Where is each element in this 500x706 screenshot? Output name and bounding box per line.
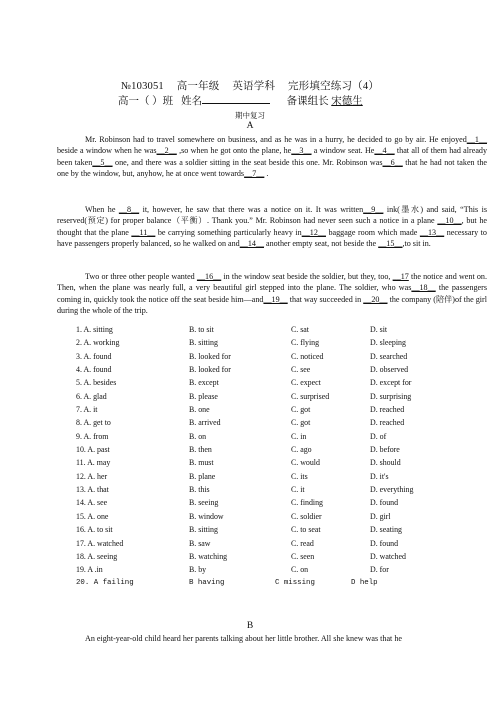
passage-text: that way succeeded in: [287, 294, 364, 304]
option-choice: D. seating: [370, 525, 402, 535]
option-choice: B. by: [189, 565, 207, 575]
passage-text: that he had not taken the one by the window, but, anyhow, he at once went towards: [57, 157, 487, 179]
option-choice: B. must: [189, 458, 214, 468]
section-b-label: B: [246, 621, 254, 631]
option-choice: 15. A. one: [76, 511, 109, 521]
section-a-label: A: [246, 121, 254, 131]
passage-text: it, however, he saw that there was a notice on it. It was written: [139, 205, 364, 214]
option-choice: D. except for: [370, 378, 412, 388]
option-choice: B. except: [189, 378, 219, 388]
name-blank: [202, 94, 270, 104]
name-label: 姓名: [181, 96, 202, 107]
passage-text: the passengers coming in, quickly took the notice off the seat beside him—and: [57, 283, 487, 304]
option-choice: B. on: [189, 431, 207, 441]
option-choice: C. got: [291, 405, 311, 415]
passage-text: baggage room which made: [325, 227, 420, 237]
option-choice: B. arrived: [189, 418, 221, 428]
option-choice: C. in: [291, 431, 307, 441]
option-choice: D. observed: [370, 365, 409, 375]
section-a-paragraph-2: [57, 204, 487, 250]
option-choice: 1. A. sitting: [76, 325, 113, 334]
subject-label: 英语学科: [232, 81, 276, 92]
passage-text: ink(墨水) and said, “This is reserved(预定) for proper balance（平衡）. Thank you.” Mr. Robinson had never seen such a notice in a plane: [57, 205, 487, 226]
option-choice: 18. A. seeing: [76, 551, 118, 561]
option-choice: D. found: [370, 498, 399, 508]
option-choice: B. plane: [189, 471, 216, 481]
blank-marker: __7__: [244, 169, 265, 179]
option-choice: 20. A failing: [76, 578, 134, 587]
passage-text: be carrying something particularly heavy in: [155, 227, 302, 237]
option-choice: C. see: [291, 365, 311, 375]
option-choice: B. looked for: [189, 365, 231, 375]
option-choice: D. should: [370, 458, 401, 468]
option-choice: D. searched: [370, 351, 408, 361]
blank-marker: __15__: [378, 239, 403, 249]
option-choice: D. reached: [370, 418, 405, 428]
option-choice: 6. A. glad: [76, 391, 107, 401]
passage-text: .: [264, 169, 269, 179]
option-choice: C. it: [291, 485, 305, 495]
blank-marker: __11__: [131, 227, 156, 237]
option-choice: C. got: [291, 418, 311, 428]
option-choice: C. finding: [291, 498, 324, 508]
option-choice: C. flying: [291, 338, 320, 348]
option-choice: 7. A. it: [76, 405, 98, 415]
blank-marker: __18__: [411, 283, 436, 293]
option-choice: B. then: [189, 445, 212, 455]
passage-text: the company (陪伴)of the girl during the whole of the trip.: [57, 294, 487, 316]
option-choice: 2. A. working: [76, 338, 120, 348]
option-choice: 4. A. found: [76, 365, 112, 375]
option-choice: B. seeing: [189, 498, 219, 508]
option-choice: B. looked for: [189, 351, 231, 361]
option-choice: D. watched: [370, 551, 406, 561]
passage-text: necessary to have passengers properly balanced, so he walked on and: [57, 227, 487, 249]
passage-text: another empty seat, not beside the: [264, 239, 379, 249]
worksheet-header: [0, 78, 500, 93]
option-choice: D. girl: [370, 511, 391, 521]
option-choice: 19. A .in: [76, 565, 103, 575]
option-choice: B having: [189, 578, 225, 587]
option-choice: D. surprising: [370, 391, 412, 401]
option-choice: D. of: [370, 431, 387, 441]
class-label: 高一（ ）班: [118, 96, 174, 107]
blank-marker: __6__: [382, 157, 403, 167]
option-choice: D. it's: [370, 471, 389, 481]
passage-text: a window seat. He: [311, 146, 375, 156]
blank-marker: __9__: [363, 205, 384, 214]
option-choice: B. this: [189, 485, 210, 495]
blank-marker: __5__: [92, 157, 113, 167]
subtitle: 期中复习: [235, 111, 265, 120]
option-choice: B. one: [189, 405, 210, 415]
blank-marker: __1__: [466, 135, 487, 144]
option-choice: B. sitting: [189, 525, 218, 535]
option-choice: 9. A. from: [76, 431, 109, 441]
passage-text: one, and there was a soldier sitting in the seat beside this one. Mr. Robinson was: [112, 157, 383, 167]
blank-marker: __14__: [239, 239, 264, 249]
passage-text: ,to sit in.: [402, 239, 431, 249]
option-choice: C. surprised: [291, 391, 330, 401]
passage-text: When he: [85, 205, 119, 214]
blank-marker: __13__: [419, 227, 445, 237]
leader-label: 备课组长: [286, 96, 329, 107]
passage-text: , but he thought that the plane: [57, 216, 487, 237]
option-choice: C. read: [291, 538, 314, 548]
option-choice: B. watching: [189, 551, 228, 561]
option-choice: C. would: [291, 458, 320, 468]
option-choice: C. expect: [291, 378, 321, 388]
option-choice: D. before: [370, 445, 400, 455]
blank-marker: __2__: [156, 146, 177, 156]
option-choice: B. window: [189, 511, 224, 521]
option-choice: C. sat: [291, 325, 309, 334]
section-a-paragraph-1: [57, 134, 487, 180]
blank-marker: __10__: [437, 216, 462, 226]
option-choice: C. seen: [291, 551, 315, 561]
option-choice: D. for: [370, 565, 389, 575]
option-choice: D. sit: [370, 325, 388, 334]
option-choice: 8. A. get to: [76, 418, 111, 428]
blank-marker: __20__: [363, 294, 388, 304]
option-choice: 12. A. her: [76, 471, 108, 481]
blank-marker: __3__: [291, 146, 312, 156]
passage-text: the notice and went on. Then, when the plane was nearly full, a very beautiful girl stepped into the plane. The soldier, who was: [57, 272, 487, 293]
option-choice: C. noticed: [291, 351, 324, 361]
option-choice: 5. A. besides: [76, 378, 117, 388]
option-choice: 3. A. found: [76, 351, 112, 361]
option-choice: C. its: [291, 471, 308, 481]
passage-text: in the window seat beside the soldier, but they, too,: [221, 272, 393, 281]
option-choice: C. on: [291, 565, 309, 575]
passage-text: ,so when he got onto the plane, he: [176, 146, 292, 156]
option-choice: D. reached: [370, 405, 405, 415]
option-choice: 17. A. watched: [76, 538, 124, 548]
option-choice: B. to sit: [189, 325, 214, 334]
section-b-paragraph-1: An eight-year-old child heard her parents talking about her little brother. All she knew was that he: [85, 634, 402, 643]
passage-text: Mr. Robinson had to travel somewhere on business, and as he was in a hurry, he decided to go by air. He enjoyed: [85, 135, 467, 144]
leader-name: 宋德生: [331, 96, 363, 107]
blank-marker: __16__: [196, 272, 222, 281]
option-choice: D. sleeping: [370, 338, 406, 348]
option-choice: 14. A. see: [76, 498, 108, 508]
option-choice: 10. A. past: [76, 445, 110, 455]
blank-marker: __12__: [301, 227, 326, 237]
option-choice: 16. A. to sit: [76, 525, 113, 535]
option-choice: C. to seat: [291, 525, 321, 535]
option-choice: B. saw: [189, 538, 211, 548]
passage-text: that all of them had already been taken: [57, 146, 488, 167]
option-choice: D. everything: [370, 485, 414, 495]
grade-label: 高一年级: [176, 81, 220, 92]
option-choice: D help: [351, 578, 378, 587]
passage-text: beside a window when he was: [57, 146, 157, 156]
passage-text: Two or three other people wanted: [85, 272, 197, 281]
blank-marker: __17: [392, 272, 409, 281]
blank-marker: __8__: [118, 205, 140, 214]
blank-marker: __19__: [263, 294, 288, 304]
option-choice: B. please: [189, 391, 218, 401]
option-choice: B. sitting: [189, 338, 218, 348]
worksheet-title: 完形填空练习（4）: [287, 81, 380, 92]
option-choice: 11. A. may: [76, 458, 111, 468]
option-choice: C missing: [275, 578, 315, 587]
option-choice: C. soldier: [291, 511, 322, 521]
option-choice: D. found: [370, 538, 399, 548]
doc-code: №103051: [120, 81, 164, 92]
option-choice: C. ago: [291, 445, 312, 455]
option-choice: 13. A. that: [76, 485, 109, 495]
section-a-paragraph-3: [57, 271, 487, 317]
student-info-line: [118, 93, 363, 108]
blank-marker: __4__: [374, 146, 395, 156]
